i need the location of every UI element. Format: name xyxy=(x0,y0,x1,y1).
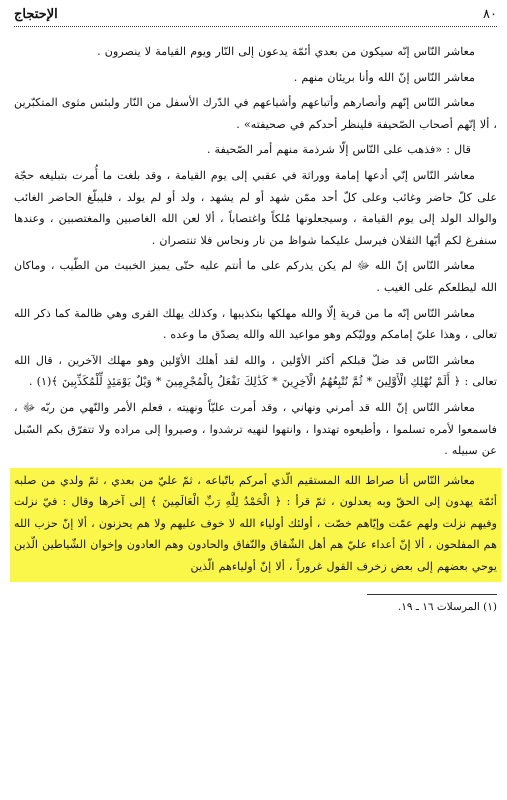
body-text xyxy=(14,41,497,462)
paragraph: معاشر النّاس إنّي أدعها إمامة ووراثة في عقبي إلى يوم القيامة ، وقد بلغت ما أُمرت بتبليغه حجّة على كلّ حاضر وغائب وعلى كلّ أحد ممّن شهد أو لم يشهد ، ولد أو لم يولد ، فليبلّغ الحاضر الغائب والوالد الولد إلى يوم القيامة ، وسيجعلونها مُلكاً واغتصاباً ، ألا لعن الله الغاصبين والمغتصبين ، وعندها سنفرغ لكم أيّها الثقلان فيرسل عليكما شواظ من نار ونحاس فلا تنتصران . xyxy=(14,168,497,247)
footnote-divider xyxy=(367,594,497,595)
page-number: ٨٠ xyxy=(483,7,497,22)
paragraph: معاشر النّاس إنّ الله وأنا بريئان منهم . xyxy=(293,70,475,84)
paragraph: معاشر النّاس إنّه سيكون من بعدي أئمّة يدعون إلى النّار ويوم القيامة لا ينصرون . xyxy=(97,45,475,58)
paragraph: قال : «فذهب على النّاس إلّا شرذمة منهم أمر الصّحيفة . xyxy=(206,143,471,157)
paragraph: معاشر النّاس إنّ الله قد أمرني ونهاني ، وقد أمرت عليّاً ونهيته ، فعلم الأمر والنّهي من ربّه ﷻ ، فاسمعوا لأمره تسلموا ، وأطيعوه تهتدوا ، وانتهوا لنهيه ترشدوا ، وصيروا إلى مراده ولا تتفرّق بكم السّبل عن سبيله . xyxy=(14,400,497,458)
paragraph: معاشر النّاس إنّهم وأنصارهم وأتباعهم وأشياعهم في الدّرك الأسفل من النّار ولبئس مثوى المتكبّرين ، ألا إنّهم أصحاب الصّحيفة فلينظر أحدكم في صحيفته» . xyxy=(14,96,497,131)
highlighted-passage xyxy=(10,468,501,582)
paragraph: معاشر النّاس قد ضلّ قبلكم أكثر الأوّلين ، والله لقد أهلك الأوّلين وهو مهلك الآخرين ، قال الله تعالى : ﴿ أَلَمْ نُهْلِكِ الْأَوَّلِينَ * ثُمَّ نُتْبِعُهُمُ الْآخِرِينَ * كَذَٰلِكَ نَفْعَلُ بِالْمُجْرِمِينَ * وَيْلٌ يَوْمَئِذٍ لِّلْمُكَذِّبِينَ ﴾(١) . xyxy=(14,353,497,389)
running-header xyxy=(14,6,497,27)
highlighted-paragraph: معاشر النّاس أنا صراط الله المستقيم الّذي أمركم باتّباعه ، ثمّ عليّ من بعدي ، ثمّ ولدي من صلبه أئمّة يهدون إلى الحقّ وبه يعدلون ، ثمّ قرأ : ﴿ الْحَمْدُ لِلَّهِ رَبِّ الْعَالَمِينَ ﴾ إلى آخرها وقال : فيّ نزلت وفيهم نزلت ولهم عمّت وإيّاهم خصّت ، أولئك أولياء الله لا خوف عليهم ولا هم يحزنون ، ألا إنّ حزب الله هم المفلحون ، ألا إنّ أعداء عليّ هم أهل الشّقاق والنّفاق والحادون وهم العادون وإخوان الشّياطين الّذين يوحي بعضهم إلى بعض زخرف القول غروراً ، ألا إنّ أولياءهم الّذين xyxy=(14,473,497,574)
paragraph: معاشر النّاس إنّ الله ﷻ لم يكن يذركم على ما أنتم عليه حتّى يميز الخبيث من الطّيب ، وماكان الله ليطلعكم على الغيب . xyxy=(14,259,497,294)
footnote: (١) المرسلات ١٦ ـ ١٩. xyxy=(397,600,497,613)
paragraph: معاشر النّاس إنّه ما من قرية إلّا والله مهلكها بتكذيبها ، وكذلك يهلك القرى وهي ظالمة كما ذكر الله تعالى ، وهذا عليّ إمامكم ووليّكم وهو مواعيد الله والله يصدّق ما وعده . xyxy=(14,306,497,342)
book-title: الإحتجاج xyxy=(14,7,58,22)
document-page xyxy=(14,6,497,615)
